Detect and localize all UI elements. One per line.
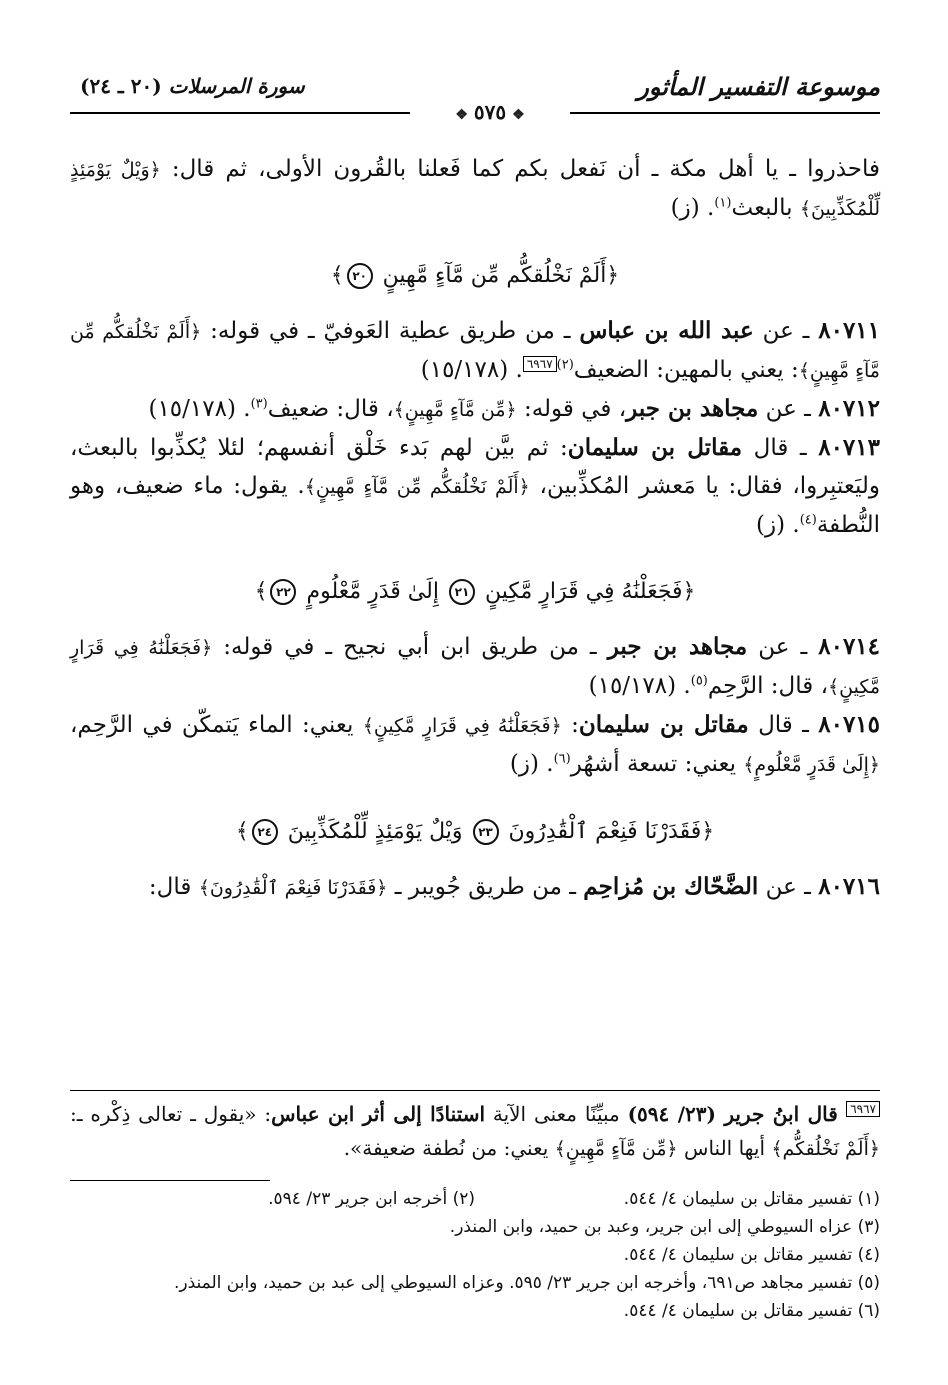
- book-title: موسوعة التفسير المأثور: [637, 72, 880, 101]
- verse-range: (٢٠ ـ ٢٤): [80, 74, 162, 98]
- note-text: مبيِّنًا معنى الآية: [485, 1102, 628, 1126]
- narrator-name: عبد الله بن عباس: [579, 317, 754, 344]
- verse-number-badge: ٢٠: [347, 263, 373, 289]
- footnote-3: (٣) عزاه السيوطي إلى ابن جرير، وعبد بن حميد، وابن المنذر.: [449, 1217, 880, 1237]
- footnotes: [70, 1185, 880, 1325]
- entry-text: ـ قال: [748, 712, 819, 738]
- intro-text: فاحذروا ـ يا أهل مكة ـ أن نَفعل بكم كما فَعلنا بالقُرون الأولى، ثم قال:: [160, 156, 880, 182]
- entry-tail: . (١٥/١٧٨): [148, 396, 251, 422]
- quran-quote: ﴿مِّن مَّآءٍ مَّهِينٍ﴾: [393, 399, 517, 421]
- intro-tail: . (ز): [670, 195, 715, 221]
- footnote-marker[interactable]: (١): [714, 195, 732, 211]
- quran-quote: ﴿أَلَمْ نَخْلُقكُّم مِّن مَّآءٍ مَّهِينٍ﴾: [70, 321, 880, 382]
- entry-text: ـ عن: [753, 318, 819, 344]
- verse-text: إِلَىٰ قَدَرٍ مَّعْلُومٍ: [306, 579, 439, 604]
- note-text: يعني: من نُطفة ضعيفة».: [343, 1136, 555, 1160]
- note-bold: استنادًا إلى أثر ابن عباس: [271, 1102, 486, 1126]
- quran-quote: ﴿فَجَعَلْنَٰهُ فِي قَرَارٍ مَّكِينٍ﴾: [362, 715, 562, 737]
- footnote-6: (٦) تفسير مقاتل بن سليمان ٤/ ٥٤٤.: [623, 1301, 880, 1321]
- footnote-marker[interactable]: (٢): [556, 357, 574, 373]
- footnote-marker[interactable]: (٥): [690, 673, 708, 689]
- entry-text: يعني: الماء يَتمكّن في الرَّحِم،: [70, 712, 363, 738]
- page-number: [430, 100, 550, 124]
- entry-text: ـ من طريق جُويبر ـ: [387, 874, 584, 900]
- verse-heading-21-22: [70, 572, 880, 612]
- note-text: : «يقول ـ تعالى ذِكْره ـ:: [70, 1102, 272, 1126]
- footnote-divider: [70, 1180, 270, 1181]
- entry-text: ـ من طريق عطية العَوفيّ ـ في قوله:: [201, 318, 580, 344]
- footnote-5: (٥) تفسير مجاهد ص٦٩١، وأخرجه ابن جرير ٢٣/ ٥٩٥. وعزاه السيوطي إلى عبد بن حميد، وابن المنذر.: [173, 1273, 880, 1293]
- verse-close: ﴾: [235, 819, 249, 844]
- page-number-text: ٥٧٥: [473, 100, 507, 124]
- verse-number-badge: ٢١: [449, 579, 475, 605]
- quran-quote: ﴿فَقَدَرْنَا فَنِعْمَ ٱلْقَٰدِرُونَ﴾: [198, 877, 388, 899]
- note-citation: (٢٣/ ٥٩٤): [627, 1102, 716, 1126]
- entry-text: ـ عن: [758, 396, 819, 422]
- narrator-name: مقاتل بن سليمان: [567, 434, 743, 461]
- entry-number: ٨٠٧١٥: [818, 711, 881, 738]
- entry-tail: . (١٥/١٧٨): [588, 673, 691, 699]
- entry-number: ٨٠٧١٦: [818, 873, 880, 900]
- verse-number-badge: ٢٣: [473, 819, 499, 845]
- ornament-icon: ❖: [455, 107, 468, 123]
- verse-heading-20: [70, 256, 880, 296]
- narrator-name: مقاتل بن سليمان: [578, 711, 749, 738]
- verse-text: ﴿أَلَمْ نَخْلُقكُّم مِّن مَّآءٍ مَّهِينٍ: [382, 263, 620, 288]
- note-paragraph: [70, 1097, 880, 1166]
- scholar-note: [70, 1090, 880, 1187]
- entry-80712: [70, 390, 880, 429]
- entry-80711: [70, 312, 880, 390]
- intro-text: بالبعث: [731, 195, 800, 221]
- entry-text: ، قال: الرَّحِم: [707, 673, 828, 699]
- narrator-name: مجاهد بن جبر: [607, 633, 748, 660]
- note-lead: قال ابنُ جرير: [715, 1102, 847, 1126]
- entry-text: : يعني بالمهين: الضعيف: [573, 357, 799, 383]
- verse-text: ﴿فَقَدَرْنَا فَنِعْمَ ٱلْقَٰدِرُونَ: [508, 819, 715, 844]
- surah-range: [80, 74, 305, 98]
- verse-number-badge: ٢٢: [270, 579, 296, 605]
- verse-close: ﴾: [254, 579, 268, 604]
- footnote-row: [70, 1185, 880, 1213]
- entry-80713: [70, 429, 880, 544]
- ornament-icon: ❖: [512, 107, 525, 123]
- footnote-marker[interactable]: (٣): [250, 396, 268, 412]
- entry-text: : ثم بيَّن لهم بَدء خَلْق أنفسهم؛ لئلا يُكذِّبوا بالبعث، وليَعتبِروا، فقال: يا مَعشر المُكذِّبين،: [70, 435, 881, 499]
- quran-quote: ﴿فَجَعَلْنَٰهُ فِي قَرَارٍ مَّكِينٍ﴾: [70, 637, 880, 698]
- narrator-name: الضَّحّاك بن مُزاحِم: [583, 873, 759, 900]
- verse-number-badge: ٢٤: [252, 819, 278, 845]
- footnote-1: (١) تفسير مقاتل بن سليمان ٤/ ٥٤٤.: [623, 1189, 880, 1209]
- entry-text: ـ من طريق ابن أبي نجيح ـ في قوله:: [212, 634, 608, 660]
- footnote-marker[interactable]: (٦): [553, 751, 571, 767]
- entry-text: ـ عن: [747, 634, 819, 660]
- entry-tail: . (١٥/١٧٨): [420, 357, 523, 383]
- entry-number: ٨٠٧١٤: [818, 633, 881, 660]
- footnote-4: (٤) تفسير مقاتل بن سليمان ٤/ ٥٤٤.: [623, 1245, 880, 1265]
- verse-close: ﴾: [330, 263, 344, 288]
- narrator-name: مجاهد بن جبر: [626, 395, 759, 422]
- entry-text: ـ قال: [742, 435, 819, 461]
- entry-number: ٨٠٧١١: [818, 317, 881, 344]
- entry-80716: [70, 868, 880, 907]
- verse-heading-23-24: [70, 812, 880, 852]
- note-divider: [70, 1090, 880, 1091]
- verse-text: ﴿فَجَعَلْنَٰهُ فِي قَرَارٍ مَّكِينٍ: [484, 579, 696, 604]
- entry-number: ٨٠٧١٢: [818, 395, 880, 422]
- quran-quote: ﴿وَيْلٌ يَوْمَئِذٍ لِّلْمُكَذِّبِينَ﴾: [70, 159, 880, 220]
- note-text: أيها الناس: [677, 1136, 772, 1160]
- entry-text: :: [561, 712, 579, 738]
- entry-tail: . (ز): [509, 751, 554, 777]
- entry-80715: [70, 706, 880, 784]
- quran-quote: ﴿مِّن مَّآءٍ مَّهِينٍ﴾: [554, 1138, 678, 1160]
- verse-text: وَيْلٌ يَوْمَئِذٍ لِّلْمُكَذِّبِينَ: [287, 819, 463, 844]
- entry-number: ٨٠٧١٣: [818, 434, 880, 461]
- entry-text: . يقول: ماء ضعيف، وهو النُّطفة: [70, 473, 880, 538]
- cross-ref-box[interactable]: ٦٩٦٧: [523, 356, 557, 372]
- page: [70, 40, 880, 1360]
- intro-paragraph: [70, 150, 880, 228]
- entry-text: ـ عن: [758, 874, 819, 900]
- page-header: [70, 68, 880, 124]
- quran-quote: ﴿إِلَىٰ قَدَرٍ مَّعْلُومٍ﴾: [743, 754, 880, 776]
- entry-text: قال:: [148, 874, 199, 900]
- main-text: [70, 150, 880, 907]
- footnote-2: (٢) أخرجه ابن جرير ٢٣/ ٥٩٤.: [268, 1189, 475, 1209]
- entry-text: ، قال: ضعيف: [267, 396, 394, 422]
- entry-tail: . (ز): [756, 512, 800, 538]
- surah-name: سورة المرسلات: [168, 74, 305, 98]
- entry-80714: [70, 628, 880, 706]
- footnote-marker[interactable]: (٤): [799, 512, 817, 528]
- entry-text: يعني: تسعة أشهُر: [570, 751, 744, 777]
- quran-quote: ﴿أَلَمْ نَخْلُقكُّم﴾: [771, 1138, 880, 1160]
- quran-quote: ﴿أَلَمْ نَخْلُقكُّم مِّن مَّآءٍ مَّهِينٍ﴾: [304, 476, 530, 498]
- entry-text: ، في قوله:: [516, 396, 627, 422]
- cross-ref-box[interactable]: ٦٩٦٧: [846, 1101, 880, 1117]
